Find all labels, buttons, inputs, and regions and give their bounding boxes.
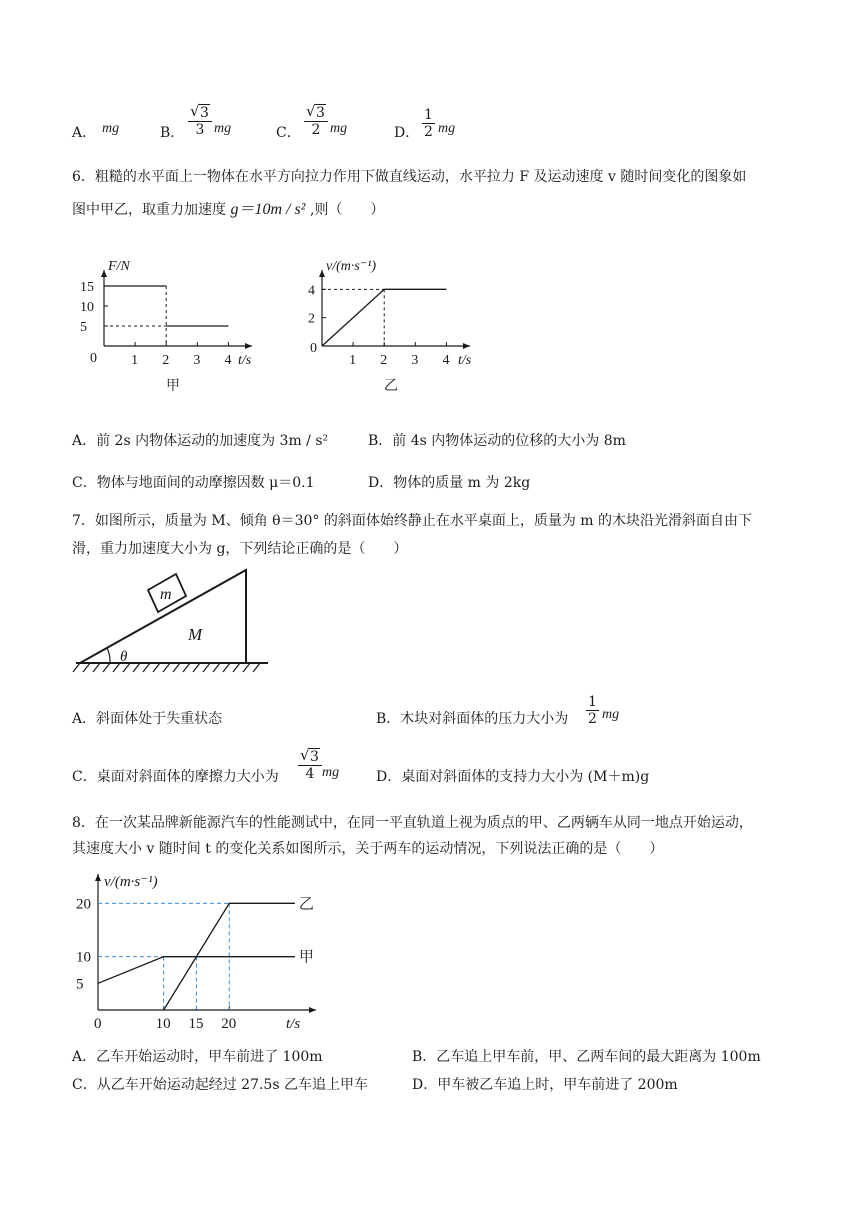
q6-option-d: D．物体的质量 m 为 2kg — [368, 475, 531, 491]
x-tick-label: 1 — [131, 353, 139, 368]
q6-stem-g: g＝10m / s² — [230, 201, 306, 218]
q5-b-tail: mg — [214, 121, 232, 136]
q5-b-den: 3 — [195, 122, 205, 138]
q7-b-den: 2 — [588, 711, 597, 727]
q5-b-sqrt: 3 — [200, 105, 209, 121]
q5-option-b-fraction: √ 3 3 — [188, 106, 212, 137]
series-label: 乙 — [298, 896, 314, 913]
angle-arc — [107, 648, 110, 663]
chart-yi — [300, 250, 500, 400]
q7-option-c-pre: C．桌面对斜面体的摩擦力大小为 — [72, 769, 279, 785]
q6-option-a: A．前 2s 内物体运动的加速度为 3m / s² — [72, 433, 329, 449]
x-axis-arrow — [309, 1007, 316, 1013]
x-tick-label: 20 — [221, 1016, 237, 1032]
x-tick-label: 2 — [162, 353, 170, 368]
q5-option-d-label: D． — [394, 125, 420, 141]
q8-stem-line2: 其速度大小 v 随时间 t 的变化关系如图所示，关于两车的运动情况，下列说法正确的是（ ） — [72, 841, 664, 857]
hatch-mark — [113, 663, 120, 672]
y-tick-label: 2 — [308, 311, 315, 327]
chart-q8 — [70, 864, 330, 1034]
q5-option-c-fraction: √ 3 2 — [304, 106, 328, 137]
q7-b-tail: mg — [602, 707, 620, 722]
q8-option-a: A．乙车开始运动时，甲车前进了 100m — [72, 1049, 323, 1065]
y-axis-arrow — [95, 874, 101, 881]
hatch-mark — [163, 663, 170, 672]
hatch-mark — [103, 663, 110, 672]
q7-option-c-fraction: √ 3 4 — [298, 750, 322, 781]
q5-d-num: 1 — [424, 107, 433, 123]
q7-c-tail: mg — [322, 765, 340, 780]
q5-c-sqrt: 3 — [316, 105, 325, 121]
x-tick-label: 1 — [349, 353, 357, 368]
series-label: 甲 — [298, 949, 314, 966]
hatch-mark — [203, 663, 210, 672]
x-tick-label: 3 — [193, 353, 201, 368]
x-tick-label: 2 — [380, 353, 388, 368]
hatch-mark — [93, 663, 100, 672]
q7-b-num: 1 — [588, 694, 597, 710]
q5-c-tail: mg — [330, 121, 348, 136]
block-m-label: m — [160, 586, 172, 603]
x-axis-label: t/s — [238, 353, 252, 368]
y-tick-label: 15 — [80, 280, 94, 295]
hatch-mark — [183, 663, 190, 672]
x-tick-label: 0 — [94, 1016, 102, 1032]
y-tick-label: 20 — [76, 896, 91, 913]
q6-stem-line2 — [72, 196, 384, 219]
q5-d-tail: mg — [438, 121, 456, 136]
y-axis-label: v/(m·s⁻¹) — [104, 874, 158, 890]
q8-option-b: B．乙车追上甲车前，甲、乙两车间的最大距离为 100m — [412, 1049, 761, 1065]
origin-label: 0 — [310, 341, 317, 356]
y-axis-label: v/(m·s⁻¹) — [326, 259, 377, 274]
ground-hatching — [73, 663, 260, 672]
hatch-mark — [73, 663, 80, 672]
chart-caption: 乙 — [384, 379, 398, 394]
q7-option-a: A．斜面体处于失重状态 — [72, 711, 223, 727]
hatch-mark — [83, 663, 90, 672]
hatch-mark — [213, 663, 220, 672]
q6-stem-line2-a: 图中甲乙，取重力加速度 — [72, 202, 226, 218]
x-tick-label: 15 — [188, 1016, 204, 1032]
hatch-mark — [193, 663, 200, 672]
q7-c-den: 4 — [305, 766, 315, 782]
y-tick-label: 10 — [80, 300, 94, 315]
q7-c-sqrt: 3 — [310, 749, 319, 765]
q5-option-c-label: C． — [276, 125, 301, 141]
x-axis-arrow — [245, 343, 252, 349]
x-tick-label: 10 — [155, 1016, 171, 1032]
theta-label: θ — [120, 649, 128, 665]
x-tick-label: 4 — [224, 353, 232, 368]
y-axis-label: F/N — [108, 259, 130, 274]
q5-option-a-label: A． — [72, 125, 97, 141]
chart-jia — [70, 250, 270, 400]
hatch-mark — [253, 663, 260, 672]
origin-label: 0 — [90, 351, 97, 366]
q7-option-d: D．桌面对斜面体的支持力大小为 (M＋m)g — [376, 769, 650, 785]
y-axis-arrow — [101, 270, 107, 277]
q5-c-den: 2 — [311, 122, 321, 138]
y-tick-label: 5 — [80, 320, 87, 335]
q5-d-den: 2 — [424, 124, 433, 140]
q7-stem-line2: 滑，重力加速度大小为 g，下列结论正确的是（ ） — [72, 541, 408, 557]
q6-stem-line1: 6．粗糙的水平面上一物体在水平方向拉力作用下做直线运动，水平拉力 F 及运动速度 v 随时间变化的图象如 — [72, 169, 747, 185]
hatch-mark — [243, 663, 250, 672]
x-tick-label: 3 — [411, 353, 419, 368]
q6-option-b: B．前 4s 内物体运动的位移的大小为 8m — [368, 433, 626, 449]
q8-option-d: D．甲车被乙车追上时，甲车前进了 200m — [412, 1077, 678, 1093]
q7-option-b-fraction — [586, 695, 599, 726]
hatch-mark — [143, 663, 150, 672]
x-axis-arrow — [463, 343, 470, 349]
q7-stem-line1: 7．如图所示，质量为 M、倾角 θ＝30° 的斜面体始终静止在水平桌面上，质量为 m 的木块沿光滑斜面自由下 — [72, 513, 753, 529]
hatch-mark — [233, 663, 240, 672]
y-tick-label: 4 — [308, 283, 315, 299]
q5-option-d-fraction — [422, 108, 435, 139]
q8-option-c: C．从乙车开始运动起经过 27.5s 乙车追上甲车 — [72, 1077, 368, 1093]
q6-stem-line2-b: ,则（ ） — [309, 202, 385, 218]
incline-figure — [70, 560, 280, 680]
y-tick-label: 10 — [76, 949, 91, 966]
y-axis-arrow — [319, 270, 325, 277]
q5-option-a-value: mg — [102, 121, 120, 136]
hatch-mark — [223, 663, 230, 672]
hatch-mark — [173, 663, 180, 672]
y-tick-label: 5 — [76, 976, 84, 993]
wedge-M-label: M — [188, 625, 203, 644]
hatch-mark — [153, 663, 160, 672]
x-axis-label: t/s — [458, 353, 472, 368]
q7-option-b-pre: B．木块对斜面体的压力大小为 — [376, 711, 569, 727]
chart-caption: 甲 — [166, 379, 180, 394]
x-tick-label: 4 — [442, 353, 450, 368]
x-axis-label: t/s — [286, 1016, 301, 1032]
q6-option-c: C．物体与地面间的动摩擦因数 μ＝0.1 — [72, 475, 315, 491]
q5-option-b-label: B． — [160, 125, 185, 141]
hatch-mark — [133, 663, 140, 672]
q8-stem-line1: 8．在一次某品牌新能源汽车的性能测试中，在同一平直轨道上视为质点的甲、乙两辆车从同一地点开始运动， — [72, 815, 753, 831]
